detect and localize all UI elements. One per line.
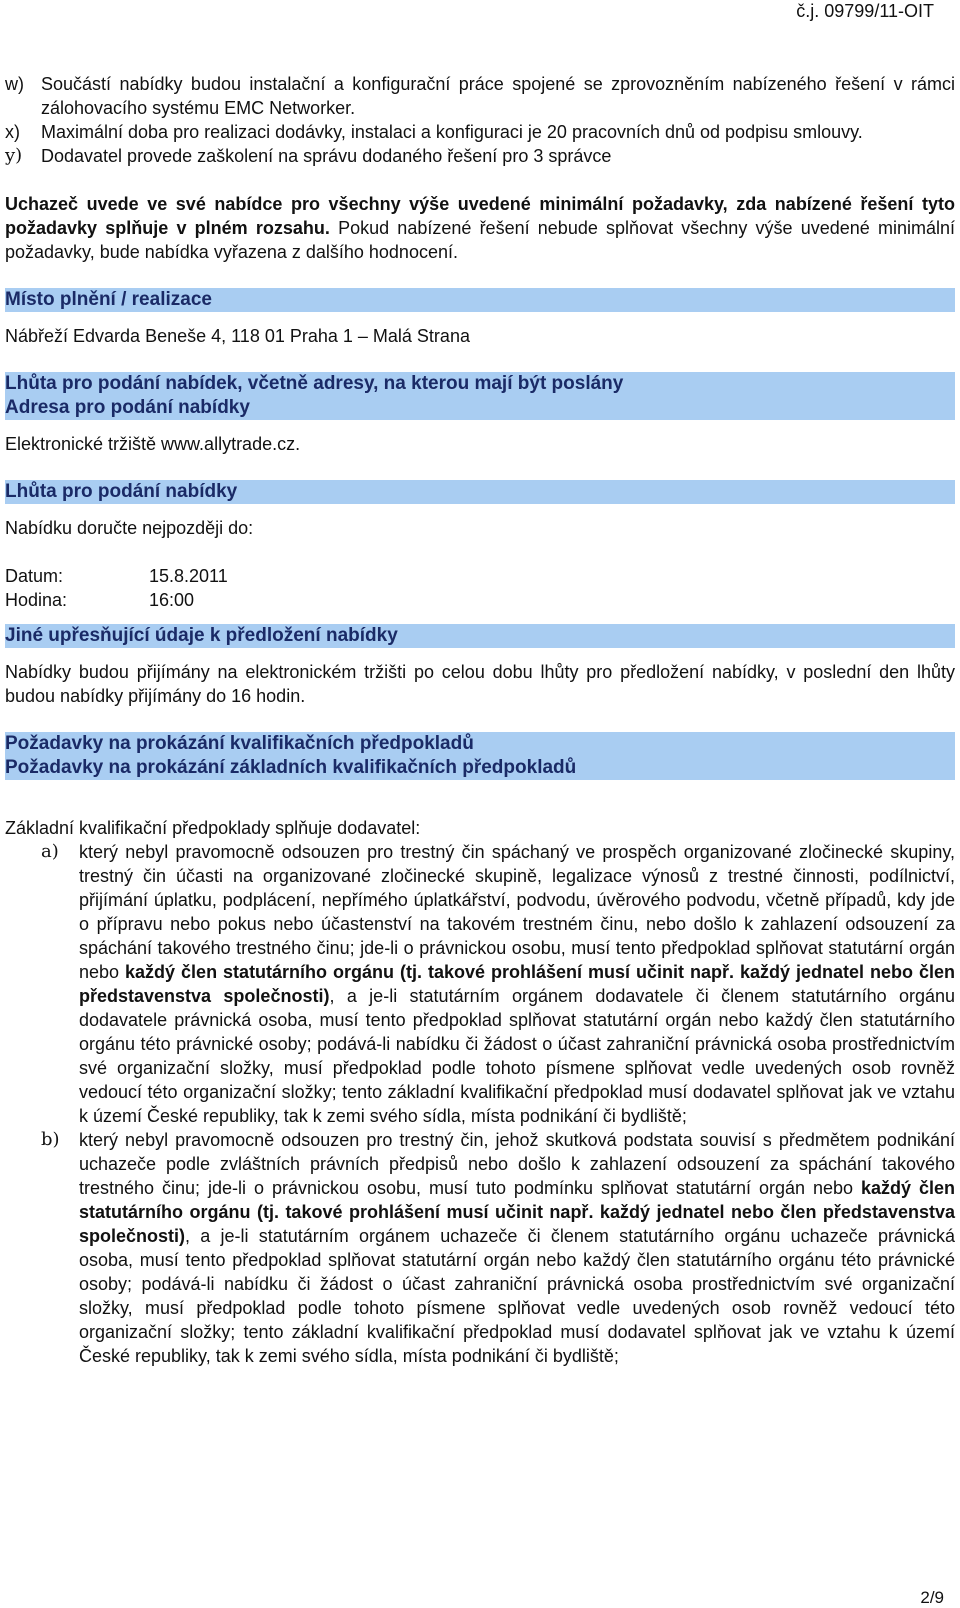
deadline-time-row — [5, 588, 955, 612]
list-marker: x) — [5, 122, 20, 142]
page-number: 2/9 — [920, 1588, 944, 1607]
requirements-statement — [5, 192, 955, 264]
list-item-text: který nebyl pravomocně odsouzen pro trestný čin spáchaný ve prospěch organizované zločinecké skupiny, trestný čin účasti na organizované zločinecké skupině, legalizace výnosů z trestné činnosti, podílnictví, přijímání úplatku, podplácení, nepřímého úplatkářství, podvodu, úvěrového podvodu, včetně případů, kdy jde o přípravu nebo pokus nebo účastenství na takovém trestném činu, nebo došlo k zahlazení odsouzení za spáchání takového trestného činu; jde-li o právnickou osobu, musí tento předpoklad splňovat statutární orgán nebo každý člen statutárního orgánu (tj. takové prohlášení musí učinit např. každý jednatel nebo člen představenstva společnosti), a je-li statutárním orgánem dodavatele či členem statutárního orgánu dodavatele právnická osoba, musí tento předpoklad splňovat statutární orgán nebo každý člen statutárního orgánu této právnické osoby; podává-li nabídku či žádost o účast zahraniční právnická osoba prostřednictvím své organizační složky, musí předpoklad podle tohoto písmene splňovat vedle uvedených osob rovněž vedoucí této organizační složky; tento základní kvalifikační předpoklad musí dodavatel splňovat jak ve vztahu k území České republiky, tak k zemi svého sídla, místa podnikání či bydliště; — [79, 842, 955, 1126]
list-item-text: Maximální doba pro realizaci dodávky, instalaci a konfiguraci je 20 pracovních dnů od podpisu smlouvy. — [41, 122, 863, 142]
deadline-time-value: 16:00 — [149, 590, 195, 610]
list-item-text: Součástí nabídky budou instalační a konfigurační práce spojené se zprovozněním nabízeného řešení v rámci zálohovacího systému EMC Networker. — [41, 74, 955, 118]
list-marker: w) — [5, 74, 24, 94]
qualification-intro: Základní kvalifikační předpoklady splňuje dodavatel: — [5, 818, 421, 838]
qualification-list — [5, 840, 955, 1368]
list-item-text: Dodavatel provede zaškolení na správu dodaného řešení pro 3 správce — [41, 146, 612, 166]
address-heading — [5, 372, 955, 420]
list-item-w — [5, 72, 955, 120]
deadline-intro: Nabídku doručte nejpozději do: — [5, 518, 254, 538]
place-heading-text: Místo plnění / realizace — [5, 289, 212, 310]
qualification-item-b — [5, 1128, 955, 1368]
address-heading-line2: Adresa pro podání nabídky — [5, 397, 250, 418]
list-item-x — [5, 120, 955, 144]
list-marker: b) — [41, 1129, 60, 1150]
document-reference: č.j. 09799/11-OIT — [796, 1, 934, 21]
place-text: Nábřeží Edvarda Beneše 4, 118 01 Praha 1 – Malá Strana — [5, 326, 470, 346]
qualification-heading-line1: Požadavky na prokázání kvalifikačních předpokladů — [5, 733, 474, 754]
deadline-heading — [5, 480, 955, 504]
deadline-heading-text: Lhůta pro podání nabídky — [5, 481, 238, 502]
list-item-y — [5, 144, 955, 168]
document-body — [5, 72, 955, 1368]
deadline-date-row — [5, 564, 955, 588]
qualification-item-a — [5, 840, 955, 1128]
deadline-date-value: 15.8.2011 — [149, 566, 228, 586]
list-marker: y) — [5, 145, 23, 166]
place-heading — [5, 288, 955, 312]
list-marker: a) — [41, 841, 59, 862]
address-heading-line1: Lhůta pro podání nabídek, včetně adresy, na kterou mají být poslány — [5, 373, 624, 394]
other-heading — [5, 624, 955, 648]
qualification-heading-line2: Požadavky na prokázání základních kvalifikačních předpokladů — [5, 757, 577, 778]
requirements-list-end — [5, 72, 955, 168]
requirements-normal-text: Pokud nabízené řešení nebude splňovat všechny výše uvedené minimální požadavky, bude nabídka vyřazena z dalšího hodnocení. — [5, 218, 956, 262]
other-text: Nabídky budou přijímány na elektronickém tržišti po celou dobu lhůty pro předložení nabídky, v poslední den lhůty budou nabídky přijímány do 16 hodin. — [5, 662, 955, 706]
address-text: Elektronické tržiště www.allytrade.cz. — [5, 434, 301, 454]
qualification-heading — [5, 732, 955, 780]
deadline-date-label: Datum: — [5, 566, 64, 586]
list-item-text: který nebyl pravomocně odsouzen pro trestný čin, jehož skutková podstata souvisí s předmětem podnikání uchazeče podle zvláštních právních předpisů nebo došlo k zahlazení odsouzení za spáchání takového trestného činu; jde-li o právnickou osobu, musí tuto podmínku splňovat statutární orgán nebo každý člen statutárního orgánu (tj. takové prohlášení musí učinit např. každý jednatel nebo člen představenstva společnosti), a je-li statutárním orgánem uchazeče či členem statutárního orgánu uchazeče právnická osoba, musí tento předpoklad splňovat statutární orgán nebo každý člen statutárního orgánu této právnické osoby; podává-li nabídku či žádost o účast zahraniční právnická osoba prostřednictvím své organizační složky, musí předpoklad podle tohoto písmene splňovat vedle uvedených osob rovněž vedoucí této organizační složky; tento základní kvalifikační předpoklad musí dodavatel splňovat jak ve vztahu k území České republiky, tak k zemi svého sídla, místa podnikání či bydliště; — [79, 1130, 955, 1366]
requirements-bold-text: Uchazeč uvede ve své nabídce pro všechny výše uvedené minimální požadavky, zda nabízené řešení tyto požadavky splňuje v plném rozsahu. — [5, 194, 955, 238]
deadline-time-label: Hodina: — [5, 590, 68, 610]
other-heading-text: Jiné upřesňující údaje k předložení nabídky — [5, 625, 398, 646]
